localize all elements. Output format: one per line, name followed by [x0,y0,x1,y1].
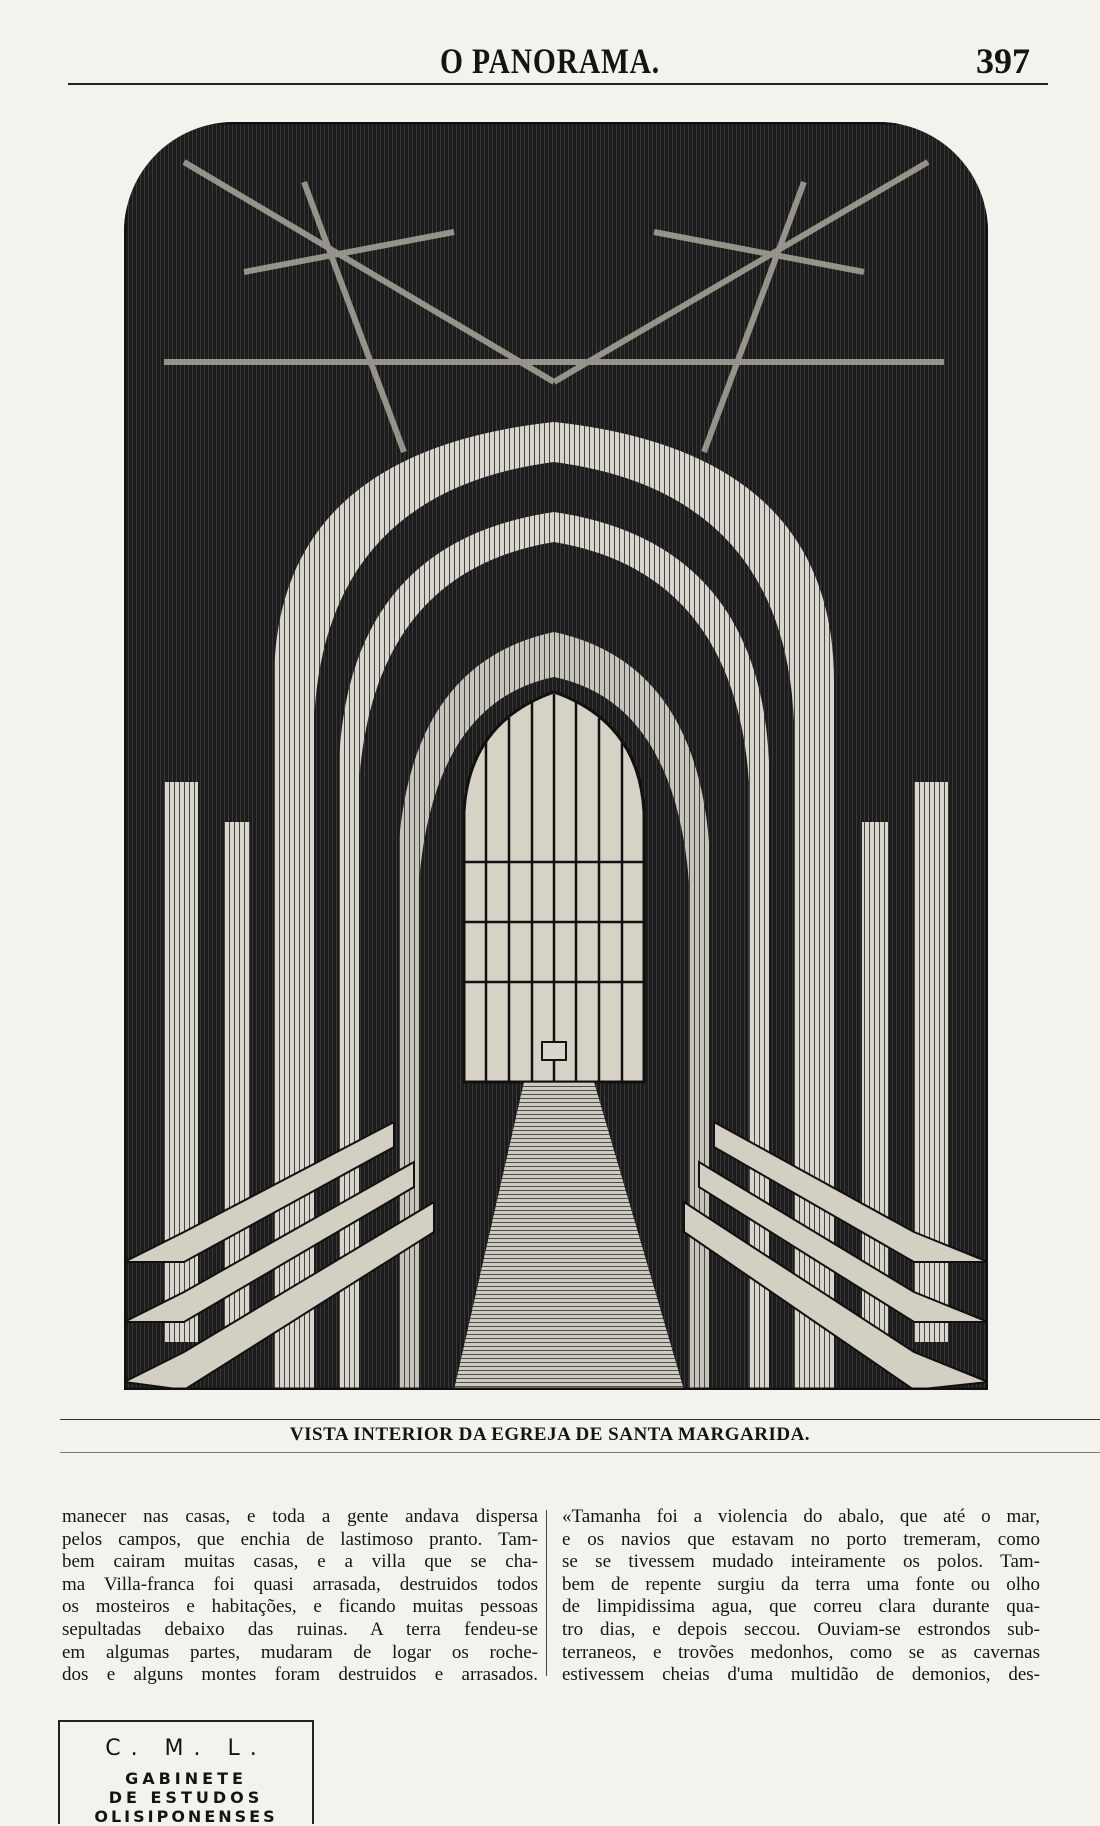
figure-caption: VISTA INTERIOR DA EGREJA DE SANTA MARGARIDA. [289,1424,811,1445]
church-interior-engraving [124,122,988,1390]
text-line: e os navios que estavam no porto tremeram, como [562,1528,1040,1550]
stamp-line-3: DE ESTUDOS [108,1788,264,1807]
library-stamp [58,1720,314,1824]
text-line: estivessem cheias d'uma multidão de demonios, des- [562,1664,1040,1686]
text-line: ma Villa-franca foi quasi arrasada, destruidos todos [62,1573,538,1595]
text-line: bem cairam muitas casas, e a villa que se cha- [62,1551,538,1573]
stamp-line-2: GABINETE [125,1769,247,1788]
text-line: pelos campos, que enchia de lastimoso pranto. Tam- [62,1528,538,1550]
text-line: se se tivessem mudado inteiramente os polos. Tam- [562,1551,1040,1573]
text-line: os mosteiros e habitações, e ficando muitas pessoas [62,1596,538,1618]
page-header-title: O PANORAMA. [439,41,660,81]
text-column-left [62,1506,538,1687]
caption-rule-bottom [60,1452,1100,1453]
text-line: bem de repente surgiu da terra uma fonte ou olho [562,1573,1040,1595]
text-line: terraneos, e trovões medonhos, como se as cavernas [562,1641,1040,1663]
page-number: 397 [976,41,1030,81]
text-line: manecer nas casas, e toda a gente andava dispersa [62,1506,538,1527]
text-line: «Tamanha foi a violencia do abalo, que até o mar, [562,1506,1040,1527]
column-divider [546,1510,547,1676]
text-line: dos e alguns montes foram destruidos e arrasados. [62,1664,538,1686]
stamp-line-1: C. M. L. [105,1736,267,1761]
text-line: de limpidissima agua, que correu clara durante qua- [562,1596,1040,1618]
text-line: em algumas partes, mudaram de logar os roche- [62,1641,538,1663]
caption-rule-top [60,1419,1100,1420]
text-column-right [562,1506,1040,1687]
text-line: sepultadas debaixo das ruinas. A terra fendeu-se [62,1618,538,1640]
text-line: tro dias, e depois seccou. Ouviam-se estrondos sub- [562,1618,1040,1640]
stamp-line-4: OLISIPONENSES [94,1807,278,1826]
header-rule [68,83,1048,85]
